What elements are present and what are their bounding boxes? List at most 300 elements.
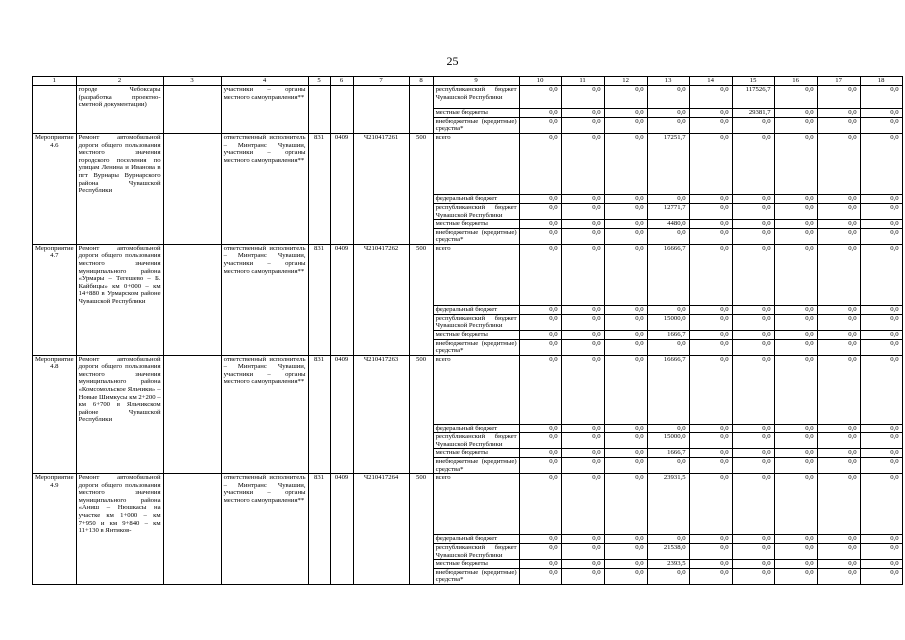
measure-name <box>76 314 163 330</box>
amount-cell: 12771,7 <box>647 203 689 219</box>
amount-cell: 0,0 <box>519 535 561 544</box>
column-number: 9 <box>433 77 519 86</box>
column-number: 10 <box>519 77 561 86</box>
grbs-code <box>308 457 330 473</box>
empty-cell <box>163 134 221 195</box>
funding-source: федеральный бюджет <box>433 424 519 433</box>
program-table <box>32 76 903 585</box>
measure-name: городе Чебоксары (разработка проектно-сметной документации) <box>76 86 163 109</box>
table-row <box>33 195 903 204</box>
amount-cell: 0,0 <box>817 339 860 355</box>
amount-cell: 0,0 <box>519 543 561 559</box>
amount-cell: 0,0 <box>774 86 817 109</box>
amount-cell: 0,0 <box>860 306 902 315</box>
amount-cell: 0,0 <box>561 424 604 433</box>
csr-code: Ч210417263 <box>353 355 409 424</box>
amount-cell: 0,0 <box>732 203 774 219</box>
csr-code <box>353 339 409 355</box>
measure-id <box>33 560 77 569</box>
measure-id <box>33 195 77 204</box>
column-number: 6 <box>330 77 353 86</box>
amount-cell: 0,0 <box>732 220 774 229</box>
funding-source: местные бюджеты <box>433 220 519 229</box>
table-row <box>33 109 903 118</box>
csr-code: Ч210417262 <box>353 244 409 305</box>
measure-id <box>33 203 77 219</box>
table-row <box>33 330 903 339</box>
measure-name: Ремонт автомобильной дороги общего пользования местного значения муниципального района «Аниш – Нюшкасы на участке км 1+000 – км 7+950 и км 9+840 – км 11+130 в Янтиков- <box>76 474 163 535</box>
table-row <box>33 220 903 229</box>
amount-cell: 0,0 <box>561 195 604 204</box>
amount-cell: 0,0 <box>561 330 604 339</box>
rzpr-code <box>330 195 353 204</box>
amount-cell: 0,0 <box>561 457 604 473</box>
table-row <box>33 203 903 219</box>
measure-id <box>33 535 77 544</box>
csr-code <box>353 457 409 473</box>
empty-cell <box>163 195 221 204</box>
amount-cell: 0,0 <box>561 314 604 330</box>
amount-cell: 0,0 <box>604 109 647 118</box>
amount-cell: 4480,0 <box>647 220 689 229</box>
amount-cell: 0,0 <box>519 433 561 449</box>
vr-code <box>409 457 433 473</box>
amount-cell: 0,0 <box>817 560 860 569</box>
empty-cell <box>163 560 221 569</box>
funding-source: внебюджетные (кредитные) средства* <box>433 228 519 244</box>
amount-cell: 0,0 <box>774 457 817 473</box>
empty-cell <box>163 433 221 449</box>
column-number: 15 <box>732 77 774 86</box>
csr-code <box>353 449 409 458</box>
rzpr-code <box>330 228 353 244</box>
amount-cell: 0,0 <box>860 449 902 458</box>
table-row <box>33 86 903 109</box>
csr-code: Ч210417261 <box>353 134 409 195</box>
responsible <box>221 330 308 339</box>
grbs-code <box>308 535 330 544</box>
amount-cell: 0,0 <box>860 560 902 569</box>
amount-cell: 0,0 <box>561 355 604 424</box>
vr-code <box>409 195 433 204</box>
empty-cell <box>163 355 221 424</box>
rzpr-code <box>330 449 353 458</box>
amount-cell: 0,0 <box>817 330 860 339</box>
vr-code <box>409 424 433 433</box>
table-row <box>33 244 903 305</box>
amount-cell: 0,0 <box>519 203 561 219</box>
empty-cell <box>163 568 221 584</box>
amount-cell: 0,0 <box>689 339 732 355</box>
grbs-code <box>308 433 330 449</box>
column-number: 1 <box>33 77 77 86</box>
funding-source: всего <box>433 134 519 195</box>
rzpr-code <box>330 339 353 355</box>
grbs-code <box>308 306 330 315</box>
amount-cell: 0,0 <box>817 117 860 133</box>
responsible: ответственный исполнитель – Минтранс Чувашии, участники – органы местного самоуправления** <box>221 474 308 535</box>
amount-cell: 0,0 <box>732 330 774 339</box>
column-number: 12 <box>604 77 647 86</box>
vr-code <box>409 535 433 544</box>
funding-source: внебюджетные (кредитные) средства* <box>433 568 519 584</box>
grbs-code <box>308 220 330 229</box>
empty-cell <box>163 457 221 473</box>
measure-id <box>33 433 77 449</box>
csr-code <box>353 535 409 544</box>
responsible <box>221 433 308 449</box>
column-number: 7 <box>353 77 409 86</box>
amount-cell: 0,0 <box>817 457 860 473</box>
measure-id <box>33 330 77 339</box>
amount-cell: 0,0 <box>647 228 689 244</box>
measure-name <box>76 339 163 355</box>
vr-code: 500 <box>409 355 433 424</box>
amount-cell: 0,0 <box>519 355 561 424</box>
measure-name <box>76 560 163 569</box>
amount-cell: 0,0 <box>732 134 774 195</box>
amount-cell: 0,0 <box>732 306 774 315</box>
responsible: ответственный исполнитель – Минтранс Чувашии, участники – органы местного самоуправления** <box>221 134 308 195</box>
column-number: 18 <box>860 77 902 86</box>
amount-cell: 0,0 <box>561 220 604 229</box>
responsible: ответственный исполнитель – Минтранс Чувашии, участники – органы местного самоуправления** <box>221 355 308 424</box>
amount-cell: 0,0 <box>817 109 860 118</box>
amount-cell: 0,0 <box>604 568 647 584</box>
amount-cell: 0,0 <box>732 314 774 330</box>
rzpr-code: 0409 <box>330 134 353 195</box>
measure-name <box>76 535 163 544</box>
amount-cell: 0,0 <box>647 568 689 584</box>
amount-cell: 0,0 <box>774 203 817 219</box>
amount-cell: 0,0 <box>860 535 902 544</box>
empty-cell <box>163 449 221 458</box>
table-row <box>33 449 903 458</box>
measure-name: Ремонт автомобильной дороги общего пользования местного значения муниципального района «Комсомольское Яльчики» – Новые Шимкусы км 2+200 – км 6+700 в Яльчикском районе Чувашской Республики <box>76 355 163 424</box>
amount-cell: 0,0 <box>561 568 604 584</box>
empty-cell <box>163 244 221 305</box>
vr-code <box>409 220 433 229</box>
funding-source: внебюджетные (кредитные) средства* <box>433 117 519 133</box>
measure-id <box>33 314 77 330</box>
amount-cell: 0,0 <box>732 457 774 473</box>
amount-cell: 0,0 <box>732 449 774 458</box>
rzpr-code <box>330 543 353 559</box>
amount-cell: 0,0 <box>561 86 604 109</box>
responsible <box>221 535 308 544</box>
funding-source: всего <box>433 355 519 424</box>
amount-cell: 0,0 <box>604 433 647 449</box>
amount-cell: 0,0 <box>519 117 561 133</box>
amount-cell: 0,0 <box>774 355 817 424</box>
amount-cell: 0,0 <box>519 568 561 584</box>
amount-cell: 0,0 <box>519 314 561 330</box>
rzpr-code <box>330 560 353 569</box>
measure-name <box>76 568 163 584</box>
csr-code <box>353 109 409 118</box>
column-number: 16 <box>774 77 817 86</box>
amount-cell: 0,0 <box>519 424 561 433</box>
amount-cell: 0,0 <box>604 134 647 195</box>
amount-cell: 0,0 <box>860 339 902 355</box>
funding-source: местные бюджеты <box>433 109 519 118</box>
responsible <box>221 117 308 133</box>
amount-cell: 0,0 <box>817 543 860 559</box>
table-row <box>33 474 903 535</box>
amount-cell: 0,0 <box>604 543 647 559</box>
amount-cell: 0,0 <box>561 433 604 449</box>
rzpr-code <box>330 457 353 473</box>
amount-cell: 0,0 <box>860 457 902 473</box>
amount-cell: 0,0 <box>604 306 647 315</box>
funding-source: федеральный бюджет <box>433 535 519 544</box>
amount-cell: 0,0 <box>860 433 902 449</box>
measure-id <box>33 449 77 458</box>
amount-cell: 0,0 <box>817 424 860 433</box>
amount-cell: 0,0 <box>647 535 689 544</box>
amount-cell: 0,0 <box>604 228 647 244</box>
csr-code <box>353 220 409 229</box>
amount-cell: 0,0 <box>732 543 774 559</box>
measure-id <box>33 117 77 133</box>
rzpr-code: 0409 <box>330 244 353 305</box>
amount-cell: 0,0 <box>774 314 817 330</box>
amount-cell: 0,0 <box>732 424 774 433</box>
amount-cell: 21538,0 <box>647 543 689 559</box>
empty-cell <box>163 424 221 433</box>
responsible <box>221 195 308 204</box>
amount-cell: 0,0 <box>604 355 647 424</box>
amount-cell: 0,0 <box>519 228 561 244</box>
amount-cell: 0,0 <box>817 568 860 584</box>
csr-code <box>353 543 409 559</box>
amount-cell: 0,0 <box>689 228 732 244</box>
amount-cell: 0,0 <box>561 134 604 195</box>
amount-cell: 0,0 <box>817 474 860 535</box>
amount-cell: 0,0 <box>604 86 647 109</box>
amount-cell: 0,0 <box>860 568 902 584</box>
amount-cell: 0,0 <box>519 109 561 118</box>
empty-cell <box>163 220 221 229</box>
funding-source: всего <box>433 474 519 535</box>
rzpr-code <box>330 424 353 433</box>
amount-cell: 0,0 <box>817 244 860 305</box>
empty-cell <box>163 339 221 355</box>
rzpr-code <box>330 117 353 133</box>
amount-cell: 0,0 <box>561 203 604 219</box>
amount-cell: 0,0 <box>519 330 561 339</box>
funding-source: республиканский бюджет Чувашской Республики <box>433 433 519 449</box>
amount-cell: 0,0 <box>817 134 860 195</box>
responsible <box>221 109 308 118</box>
vr-code <box>409 339 433 355</box>
vr-code <box>409 560 433 569</box>
measure-id: Мероприятие 4.7 <box>33 244 77 305</box>
grbs-code <box>308 314 330 330</box>
measure-id <box>33 228 77 244</box>
empty-cell <box>163 228 221 244</box>
funding-source: местные бюджеты <box>433 449 519 458</box>
amount-cell: 0,0 <box>689 117 732 133</box>
amount-cell: 0,0 <box>732 244 774 305</box>
amount-cell: 0,0 <box>732 228 774 244</box>
vr-code <box>409 314 433 330</box>
amount-cell: 0,0 <box>689 220 732 229</box>
amount-cell: 0,0 <box>817 228 860 244</box>
amount-cell: 0,0 <box>647 109 689 118</box>
column-number: 5 <box>308 77 330 86</box>
measure-id: Мероприятие 4.8 <box>33 355 77 424</box>
amount-cell: 0,0 <box>774 228 817 244</box>
amount-cell: 2393,5 <box>647 560 689 569</box>
funding-source: республиканский бюджет Чувашской Республики <box>433 314 519 330</box>
amount-cell: 0,0 <box>604 535 647 544</box>
rzpr-code: 0409 <box>330 355 353 424</box>
empty-cell <box>163 330 221 339</box>
column-number: 13 <box>647 77 689 86</box>
amount-cell: 0,0 <box>732 433 774 449</box>
amount-cell: 0,0 <box>860 355 902 424</box>
amount-cell: 0,0 <box>689 449 732 458</box>
amount-cell: 0,0 <box>519 306 561 315</box>
amount-cell: 0,0 <box>604 244 647 305</box>
grbs-code <box>308 449 330 458</box>
measure-name <box>76 306 163 315</box>
funding-source: федеральный бюджет <box>433 306 519 315</box>
grbs-code <box>308 568 330 584</box>
amount-cell: 0,0 <box>689 330 732 339</box>
responsible: участники – органы местного самоуправления** <box>221 86 308 109</box>
amount-cell: 0,0 <box>732 474 774 535</box>
grbs-code <box>308 109 330 118</box>
table-row <box>33 568 903 584</box>
amount-cell: 0,0 <box>860 117 902 133</box>
vr-code: 500 <box>409 474 433 535</box>
column-number: 8 <box>409 77 433 86</box>
rzpr-code <box>330 330 353 339</box>
rzpr-code <box>330 109 353 118</box>
amount-cell: 0,0 <box>604 457 647 473</box>
amount-cell: 0,0 <box>561 109 604 118</box>
amount-cell: 17251,7 <box>647 134 689 195</box>
csr-code <box>353 433 409 449</box>
vr-code <box>409 203 433 219</box>
measure-id <box>33 457 77 473</box>
amount-cell: 0,0 <box>561 560 604 569</box>
amount-cell: 0,0 <box>689 203 732 219</box>
measure-name <box>76 433 163 449</box>
responsible <box>221 449 308 458</box>
column-number: 14 <box>689 77 732 86</box>
amount-cell: 0,0 <box>774 474 817 535</box>
column-number: 17 <box>817 77 860 86</box>
measure-name <box>76 195 163 204</box>
empty-cell <box>163 543 221 559</box>
funding-source: внебюджетные (кредитные) средства* <box>433 457 519 473</box>
measure-name: Ремонт автомобильной дороги общего пользования местного значения городского поселения по улицам Ленина и Иванова в пгт Вурнары Вурнарского района Чувашской Республики <box>76 134 163 195</box>
csr-code <box>353 117 409 133</box>
amount-cell: 0,0 <box>561 535 604 544</box>
responsible <box>221 228 308 244</box>
amount-cell: 0,0 <box>817 314 860 330</box>
csr-code <box>353 228 409 244</box>
amount-cell: 0,0 <box>860 134 902 195</box>
vr-code <box>409 306 433 315</box>
amount-cell: 0,0 <box>860 424 902 433</box>
amount-cell: 0,0 <box>689 355 732 424</box>
amount-cell: 16666,7 <box>647 355 689 424</box>
grbs-code <box>308 543 330 559</box>
vr-code <box>409 449 433 458</box>
amount-cell: 0,0 <box>561 117 604 133</box>
amount-cell: 0,0 <box>519 457 561 473</box>
amount-cell: 0,0 <box>817 220 860 229</box>
amount-cell: 0,0 <box>561 306 604 315</box>
amount-cell: 0,0 <box>604 424 647 433</box>
grbs-code: 831 <box>308 474 330 535</box>
rzpr-code <box>330 314 353 330</box>
measure-name <box>76 228 163 244</box>
table-row <box>33 433 903 449</box>
amount-cell: 0,0 <box>774 220 817 229</box>
measure-name <box>76 109 163 118</box>
amount-cell: 0,0 <box>561 449 604 458</box>
measure-id <box>33 568 77 584</box>
amount-cell: 0,0 <box>689 424 732 433</box>
amount-cell: 0,0 <box>689 244 732 305</box>
amount-cell: 0,0 <box>689 457 732 473</box>
amount-cell: 0,0 <box>519 244 561 305</box>
csr-code <box>353 424 409 433</box>
measure-name: Ремонт автомобильной дороги общего пользования местного значения муниципального района «Урмары – Тегешево – Б. Кайбицы» км 0+000 – км 14+880 в Урмарском районе Чувашской Республики <box>76 244 163 305</box>
amount-cell: 0,0 <box>561 474 604 535</box>
responsible <box>221 314 308 330</box>
amount-cell: 0,0 <box>604 314 647 330</box>
amount-cell: 0,0 <box>860 220 902 229</box>
measure-name <box>76 449 163 458</box>
vr-code <box>409 109 433 118</box>
measure-name <box>76 117 163 133</box>
table-row <box>33 314 903 330</box>
amount-cell: 0,0 <box>647 195 689 204</box>
table-row <box>33 560 903 569</box>
amount-cell: 0,0 <box>860 86 902 109</box>
amount-cell: 0,0 <box>604 220 647 229</box>
measure-name <box>76 424 163 433</box>
measure-id <box>33 109 77 118</box>
amount-cell: 0,0 <box>689 560 732 569</box>
amount-cell: 0,0 <box>519 86 561 109</box>
amount-cell: 0,0 <box>604 560 647 569</box>
rzpr-code <box>330 433 353 449</box>
measure-id <box>33 306 77 315</box>
amount-cell: 0,0 <box>604 330 647 339</box>
amount-cell: 0,0 <box>647 339 689 355</box>
grbs-code: 831 <box>308 244 330 305</box>
rzpr-code <box>330 568 353 584</box>
amount-cell: 0,0 <box>647 306 689 315</box>
amount-cell: 0,0 <box>519 220 561 229</box>
measure-id <box>33 220 77 229</box>
grbs-code: 831 <box>308 355 330 424</box>
amount-cell: 0,0 <box>689 543 732 559</box>
amount-cell: 0,0 <box>604 203 647 219</box>
amount-cell: 1666,7 <box>647 330 689 339</box>
amount-cell: 1666,7 <box>647 449 689 458</box>
measure-name <box>76 330 163 339</box>
amount-cell: 0,0 <box>647 117 689 133</box>
amount-cell: 0,0 <box>732 195 774 204</box>
